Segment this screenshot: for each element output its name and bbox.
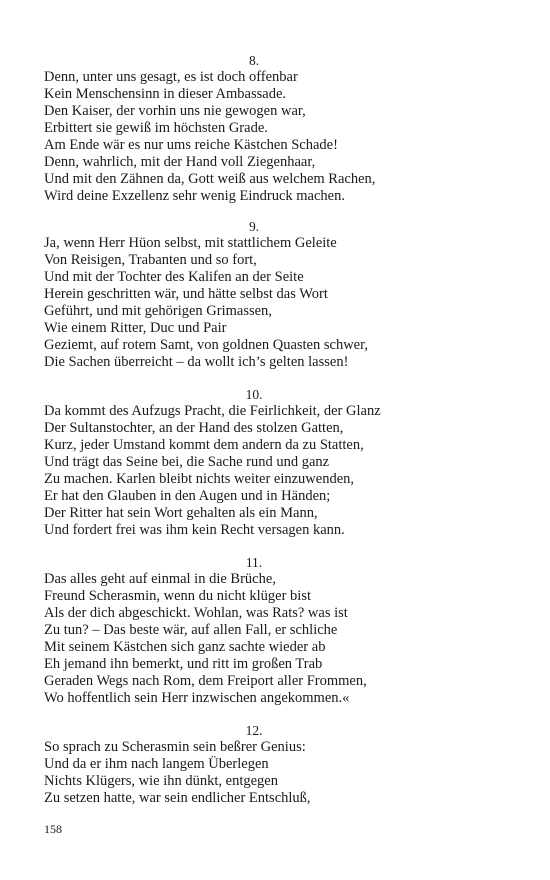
stanza-number: 11. <box>245 555 263 570</box>
verse-line: Am Ende wär es nur ums reiche Kästchen Schade! <box>44 137 338 153</box>
verse-line: Denn, wahrlich, mit der Hand voll Ziegenhaar, <box>44 154 316 170</box>
verse-line: Zu tun? – Das beste wär, auf allen Fall, er schliche <box>44 622 338 638</box>
verse-line: Und mit der Tochter des Kalifen an der Seite <box>44 269 304 285</box>
verse-line: Herein geschritten wär, und hätte selbst das Wort <box>44 286 328 302</box>
stanza-10 <box>44 386 514 539</box>
verse-line: Ja, wenn Herr Hüon selbst, mit stattlichem Geleite <box>44 235 337 251</box>
verse-line: Der Ritter hat sein Wort gehalten als ein Mann, <box>44 505 318 521</box>
verse-line: Kein Menschensinn in dieser Ambassade. <box>44 86 287 102</box>
stanza-number: 10. <box>245 387 263 402</box>
verse-line: Und trägt das Seine bei, die Sache rund und ganz <box>44 454 330 470</box>
verse-line: Freund Scherasmin, wenn du nicht klüger bist <box>44 588 311 604</box>
stanza-number: 8. <box>248 53 260 68</box>
verse-line: Der Sultanstochter, an der Hand des stolzen Gatten, <box>44 420 344 436</box>
verse-line: Er hat den Glauben in den Augen und in Händen; <box>44 488 331 504</box>
verse-line: Die Sachen überreicht – da wollt ich’s gelten lassen! <box>44 354 349 370</box>
verse-line: Zu setzen hatte, war sein endlicher Entschluß, <box>44 790 311 806</box>
verse-line: Denn, unter uns gesagt, es ist doch offenbar <box>44 69 298 85</box>
stanza-9 <box>44 218 514 371</box>
verse-line: Den Kaiser, der vorhin uns nie gewogen war, <box>44 103 306 119</box>
stanza-11 <box>44 554 514 707</box>
verse-line: Geziemt, auf rotem Samt, von goldnen Quasten schwer, <box>44 337 368 353</box>
verse-line: Zu machen. Karlen bleibt nichts weiter einzuwenden, <box>44 471 355 487</box>
verse-line: Nichts Klügers, wie ihn dünkt, entgegen <box>44 773 278 789</box>
verse-line: Erbittert sie gewiß im höchsten Grade. <box>44 120 268 136</box>
verse-line: Eh jemand ihn bemerkt, und ritt im großen Trab <box>44 656 323 672</box>
verse-line: Von Reisigen, Trabanten und so fort, <box>44 252 257 268</box>
verse-line: Und fordert frei was ihm kein Recht versagen kann. <box>44 522 345 538</box>
verse-line: Als der dich abgeschickt. Wohlan, was Rats? was ist <box>44 605 348 621</box>
verse-line: Mit seinem Kästchen sich ganz sachte wieder ab <box>44 639 326 655</box>
verse-line: Geführt, und mit gehörigen Grimassen, <box>44 303 272 319</box>
verse-line: Geraden Wegs nach Rom, dem Freiport aller Frommen, <box>44 673 367 689</box>
verse-line: Wo hoffentlich sein Herr inzwischen angekommen.« <box>44 690 350 706</box>
verse-line: Und mit den Zähnen da, Gott weiß aus welchem Rachen, <box>44 171 376 187</box>
verse-line: Und da er ihm nach langem Überlegen <box>44 756 269 772</box>
verse-line: Das alles geht auf einmal in die Brüche, <box>44 571 276 587</box>
verse-line: Da kommt des Aufzugs Pracht, die Feirlichkeit, der Glanz <box>44 403 381 419</box>
verse-line: Wird deine Exzellenz sehr wenig Eindruck machen. <box>44 188 345 204</box>
verse-line: Wie einem Ritter, Duc und Pair <box>44 320 227 336</box>
verse-line: So sprach zu Scherasmin sein beßrer Genius: <box>44 739 306 755</box>
page-number: 158 <box>44 822 62 836</box>
stanza-number: 9. <box>248 219 260 234</box>
stanza-8 <box>44 52 514 205</box>
stanza-number: 12. <box>245 723 263 738</box>
stanza-12 <box>44 722 514 807</box>
verse-line: Kurz, jeder Umstand kommt dem andern da zu Statten, <box>44 437 364 453</box>
